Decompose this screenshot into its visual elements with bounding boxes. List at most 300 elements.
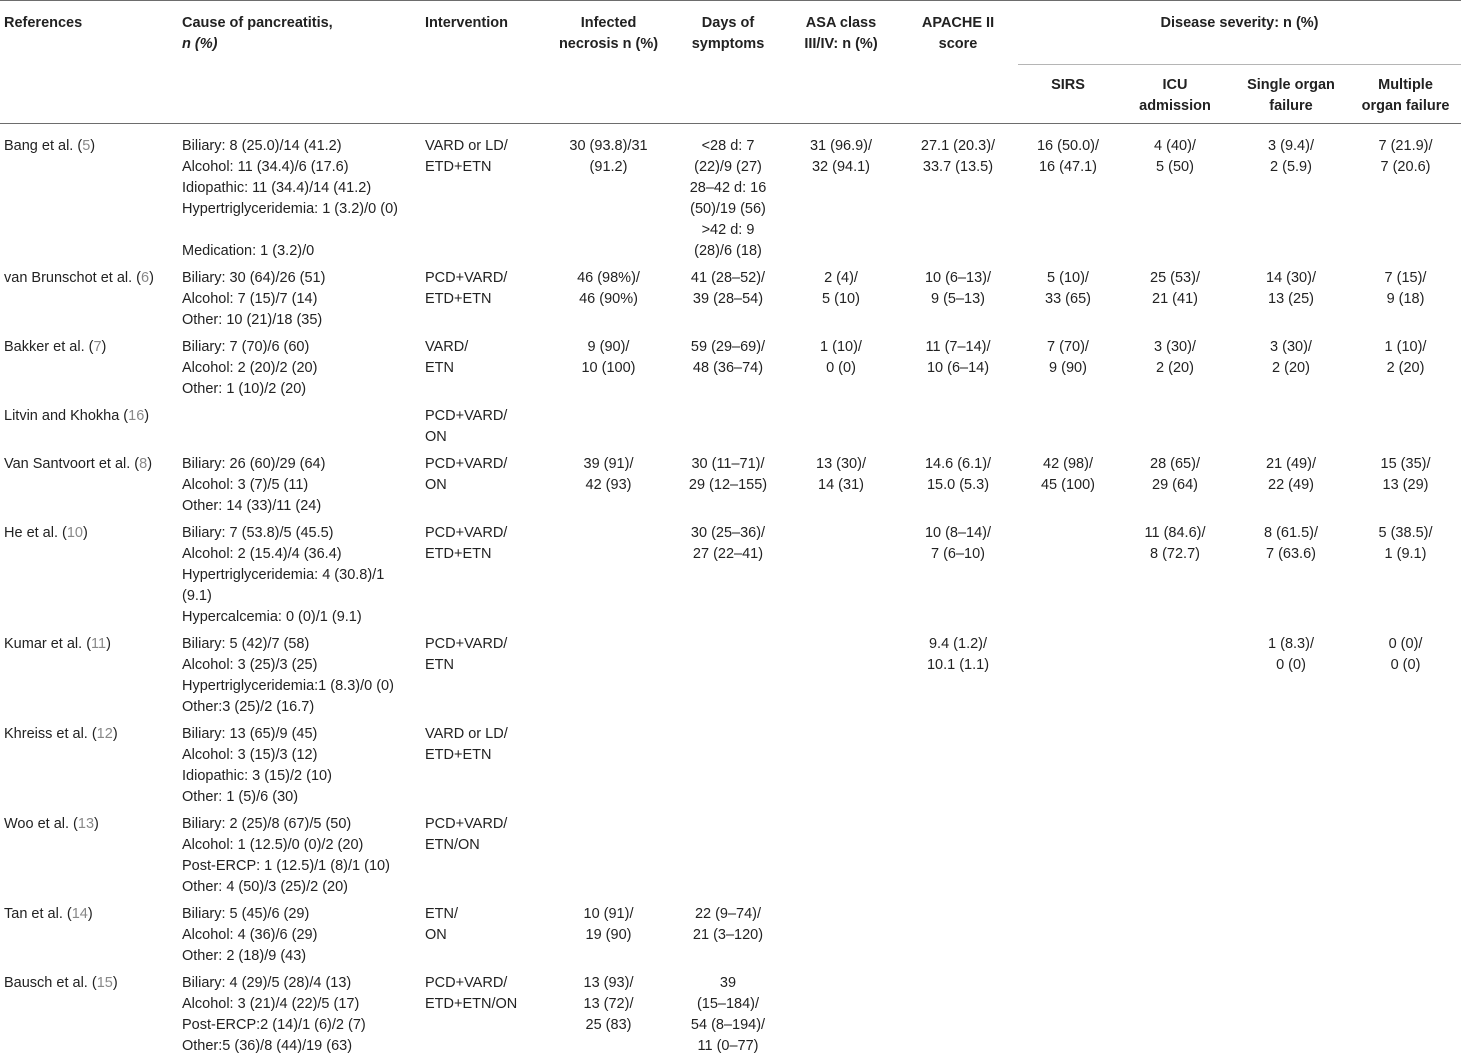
icu-admission-cell bbox=[1118, 454, 1232, 523]
cell-line: 14 (30)/ bbox=[1236, 268, 1346, 289]
cell-line: (50)/19 (56) bbox=[676, 199, 780, 220]
days-of-symptoms-cell bbox=[672, 904, 784, 973]
cell-line: 13 (25) bbox=[1236, 289, 1346, 310]
table-row bbox=[0, 814, 1461, 904]
intervention-cell bbox=[421, 124, 545, 269]
cell-line: 4 (40)/ bbox=[1122, 136, 1228, 157]
multiple-organ-failure-cell bbox=[1350, 904, 1461, 973]
cell-line: Biliary: 5 (42)/7 (58) bbox=[182, 634, 417, 655]
reference-name: Bausch et al. ( bbox=[4, 975, 97, 991]
cell-line: 21 (41) bbox=[1122, 289, 1228, 310]
infected-necrosis-cell bbox=[545, 814, 672, 904]
header-disease-severity: Disease severity: n (%) bbox=[1018, 1, 1461, 65]
cell-line: 41 (28–52)/ bbox=[676, 268, 780, 289]
cell-line: 7 (21.9)/ bbox=[1354, 136, 1457, 157]
single-organ-failure-cell bbox=[1232, 406, 1350, 454]
citation-number[interactable]: 10 bbox=[67, 525, 83, 541]
cell-line: 8 (61.5)/ bbox=[1236, 523, 1346, 544]
intervention-cell bbox=[421, 973, 545, 1063]
table-row bbox=[0, 406, 1461, 454]
icu-admission-cell bbox=[1118, 523, 1232, 634]
cell-line: 16 (50.0)/ bbox=[1022, 136, 1114, 157]
reference-name: Tan et al. ( bbox=[4, 906, 72, 922]
cell-line: ON bbox=[425, 475, 541, 496]
cell-line: ETD+ETN bbox=[425, 745, 541, 766]
reference-cell bbox=[0, 904, 178, 973]
reference-close: ) bbox=[90, 138, 95, 154]
cause-cell bbox=[178, 523, 421, 634]
sirs-cell bbox=[1018, 904, 1118, 973]
apache-score-cell bbox=[898, 124, 1018, 269]
cell-line: ETD+ETN bbox=[425, 289, 541, 310]
icu-admission-cell bbox=[1118, 124, 1232, 269]
single-organ-failure-cell bbox=[1232, 124, 1350, 269]
cell-line: 7 (15)/ bbox=[1354, 268, 1457, 289]
multiple-organ-failure-cell bbox=[1350, 634, 1461, 724]
icu-admission-cell bbox=[1118, 337, 1232, 406]
asa-class-cell bbox=[784, 814, 898, 904]
cell-line: Other: 14 (33)/11 (24) bbox=[182, 496, 417, 517]
apache-score-cell bbox=[898, 337, 1018, 406]
reference-close: ) bbox=[94, 816, 99, 832]
header-single-organ-failure: Single organ failure bbox=[1232, 64, 1350, 123]
cell-line: 11 (7–14)/ bbox=[902, 337, 1014, 358]
cell-line: ON bbox=[425, 427, 541, 448]
cell-line: PCD+VARD/ bbox=[425, 814, 541, 835]
cell-line: Other: 10 (21)/18 (35) bbox=[182, 310, 417, 331]
asa-class-cell bbox=[784, 724, 898, 814]
infected-necrosis-cell bbox=[545, 634, 672, 724]
table-body bbox=[0, 124, 1461, 1063]
cell-line: 59 (29–69)/ bbox=[676, 337, 780, 358]
table-row bbox=[0, 634, 1461, 724]
cell-line: 15.0 (5.3) bbox=[902, 475, 1014, 496]
cell-line: ETD+ETN/ON bbox=[425, 994, 541, 1015]
apache-score-cell bbox=[898, 814, 1018, 904]
cell-line: 33 (65) bbox=[1022, 289, 1114, 310]
reference-name: Khreiss et al. ( bbox=[4, 726, 97, 742]
apache-score-cell bbox=[898, 523, 1018, 634]
cell-line: PCD+VARD/ bbox=[425, 973, 541, 994]
table-row bbox=[0, 124, 1461, 269]
asa-class-cell bbox=[784, 337, 898, 406]
reference-cell bbox=[0, 268, 178, 337]
cell-line: 11 (0–77) bbox=[676, 1036, 780, 1057]
cell-line: Biliary: 26 (60)/29 (64) bbox=[182, 454, 417, 475]
table-row bbox=[0, 973, 1461, 1063]
cell-line: Other:5 (36)/8 (44)/19 (63) bbox=[182, 1036, 417, 1057]
cell-line: 31 (96.9)/ bbox=[788, 136, 894, 157]
cell-line: 10.1 (1.1) bbox=[902, 655, 1014, 676]
cell-line: Biliary: 7 (70)/6 (60) bbox=[182, 337, 417, 358]
intervention-cell bbox=[421, 454, 545, 523]
reference-cell bbox=[0, 634, 178, 724]
reference-cell bbox=[0, 124, 178, 269]
intervention-cell bbox=[421, 523, 545, 634]
sirs-cell bbox=[1018, 337, 1118, 406]
cell-line: PCD+VARD/ bbox=[425, 634, 541, 655]
single-organ-failure-cell bbox=[1232, 268, 1350, 337]
cell-line: 14.6 (6.1)/ bbox=[902, 454, 1014, 475]
cell-line: 46 (90%) bbox=[549, 289, 668, 310]
cell-line: 5 (10)/ bbox=[1022, 268, 1114, 289]
cell-line: 42 (93) bbox=[549, 475, 668, 496]
intervention-cell bbox=[421, 814, 545, 904]
sirs-cell bbox=[1018, 973, 1118, 1063]
reference-name: van Brunschot et al. ( bbox=[4, 270, 141, 286]
cell-line: 9 (18) bbox=[1354, 289, 1457, 310]
cell-line: Biliary: 7 (53.8)/5 (45.5) bbox=[182, 523, 417, 544]
apache-score-cell bbox=[898, 724, 1018, 814]
reference-name: He et al. ( bbox=[4, 525, 67, 541]
cell-line: Other: 1 (5)/6 (30) bbox=[182, 787, 417, 808]
cell-line: 2 (20) bbox=[1122, 358, 1228, 379]
cell-line: Idiopathic: 11 (34.4)/14 (41.2) bbox=[182, 178, 417, 199]
multiple-organ-failure-cell bbox=[1350, 337, 1461, 406]
cell-line: PCD+VARD/ bbox=[425, 268, 541, 289]
cell-line: 13 (30)/ bbox=[788, 454, 894, 475]
sirs-cell bbox=[1018, 454, 1118, 523]
icu-admission-cell bbox=[1118, 904, 1232, 973]
cell-line: 42 (98)/ bbox=[1022, 454, 1114, 475]
reference-cell bbox=[0, 337, 178, 406]
days-of-symptoms-cell bbox=[672, 406, 784, 454]
cell-line: 2 (4)/ bbox=[788, 268, 894, 289]
reference-close: ) bbox=[149, 270, 154, 286]
cell-line: Other:3 (25)/2 (16.7) bbox=[182, 697, 417, 718]
cell-line: Other: 2 (18)/9 (43) bbox=[182, 946, 417, 967]
cell-line: 39 (28–54) bbox=[676, 289, 780, 310]
apache-score-cell bbox=[898, 904, 1018, 973]
days-of-symptoms-cell bbox=[672, 523, 784, 634]
cell-line: Alcohol: 11 (34.4)/6 (17.6) bbox=[182, 157, 417, 178]
reference-cell bbox=[0, 406, 178, 454]
table-row bbox=[0, 523, 1461, 634]
cell-line: Medication: 1 (3.2)/0 bbox=[182, 241, 417, 262]
cell-line: Biliary: 13 (65)/9 (45) bbox=[182, 724, 417, 745]
cause-cell bbox=[178, 724, 421, 814]
cell-line: Alcohol: 2 (15.4)/4 (36.4) bbox=[182, 544, 417, 565]
cell-line: VARD/ bbox=[425, 337, 541, 358]
cell-line: 0 (0) bbox=[1354, 655, 1457, 676]
cell-line: 27 (22–41) bbox=[676, 544, 780, 565]
apache-score-cell bbox=[898, 268, 1018, 337]
asa-class-cell bbox=[784, 904, 898, 973]
cell-line: Alcohol: 3 (21)/4 (22)/5 (17) bbox=[182, 994, 417, 1015]
cell-line: Alcohol: 4 (36)/6 (29) bbox=[182, 925, 417, 946]
header-sirs: SIRS bbox=[1018, 64, 1118, 123]
header-apache-score: APACHE II score bbox=[898, 1, 1018, 124]
cell-line: 14 (31) bbox=[788, 475, 894, 496]
header-icu-admission: ICU admission bbox=[1118, 64, 1232, 123]
cell-line: 46 (98%)/ bbox=[549, 268, 668, 289]
citation-number[interactable]: 14 bbox=[72, 906, 88, 922]
cell-line: Biliary: 30 (64)/26 (51) bbox=[182, 268, 417, 289]
reference-close: ) bbox=[144, 408, 149, 424]
cause-cell bbox=[178, 268, 421, 337]
cell-line: 10 (6–14) bbox=[902, 358, 1014, 379]
cell-line: 32 (94.1) bbox=[788, 157, 894, 178]
citation-number[interactable]: 15 bbox=[97, 975, 113, 991]
asa-class-cell bbox=[784, 973, 898, 1063]
cell-line: 29 (64) bbox=[1122, 475, 1228, 496]
reference-close: ) bbox=[147, 456, 152, 472]
cell-line: Alcohol: 3 (25)/3 (25) bbox=[182, 655, 417, 676]
citation-number[interactable]: 8 bbox=[139, 456, 147, 472]
citation-number[interactable]: 12 bbox=[97, 726, 113, 742]
cell-line: >42 d: 9 bbox=[676, 220, 780, 241]
cell-line: 25 (53)/ bbox=[1122, 268, 1228, 289]
cell-line: 7 (6–10) bbox=[902, 544, 1014, 565]
cell-line: 5 (38.5)/ bbox=[1354, 523, 1457, 544]
table-row bbox=[0, 337, 1461, 406]
header-asa-class: ASA class III/IV: n (%) bbox=[784, 1, 898, 124]
asa-class-cell bbox=[784, 523, 898, 634]
cell-line: (9.1) bbox=[182, 586, 417, 607]
reference-cell bbox=[0, 973, 178, 1063]
reference-cell bbox=[0, 724, 178, 814]
cell-line: 29 (12–155) bbox=[676, 475, 780, 496]
cell-line: 13 (93)/ bbox=[549, 973, 668, 994]
cell-line: 2 (5.9) bbox=[1236, 157, 1346, 178]
intervention-cell bbox=[421, 634, 545, 724]
icu-admission-cell bbox=[1118, 406, 1232, 454]
cell-line: Other: 4 (50)/3 (25)/2 (20) bbox=[182, 877, 417, 898]
asa-class-cell bbox=[784, 634, 898, 724]
header-intervention: Intervention bbox=[421, 1, 545, 124]
table-row bbox=[0, 904, 1461, 973]
reference-close: ) bbox=[113, 726, 118, 742]
cell-line: 28–42 d: 16 bbox=[676, 178, 780, 199]
multiple-organ-failure-cell bbox=[1350, 523, 1461, 634]
icu-admission-cell bbox=[1118, 724, 1232, 814]
icu-admission-cell bbox=[1118, 814, 1232, 904]
cell-line: 9 (90) bbox=[1022, 358, 1114, 379]
cell-line: Post-ERCP:2 (14)/1 (6)/2 (7) bbox=[182, 1015, 417, 1036]
cell-line: 1 (8.3)/ bbox=[1236, 634, 1346, 655]
days-of-symptoms-cell bbox=[672, 634, 784, 724]
apache-score-cell bbox=[898, 634, 1018, 724]
cell-line: 7 (20.6) bbox=[1354, 157, 1457, 178]
cell-line: 16 (47.1) bbox=[1022, 157, 1114, 178]
asa-class-cell bbox=[784, 124, 898, 269]
cell-line: 11 (84.6)/ bbox=[1122, 523, 1228, 544]
days-of-symptoms-cell bbox=[672, 124, 784, 269]
cause-cell bbox=[178, 406, 421, 454]
infected-necrosis-cell bbox=[545, 454, 672, 523]
citation-number[interactable]: 7 bbox=[93, 339, 101, 355]
cell-line: 7 (63.6) bbox=[1236, 544, 1346, 565]
infected-necrosis-cell bbox=[545, 973, 672, 1063]
citation-number[interactable]: 5 bbox=[82, 138, 90, 154]
cell-line: ON bbox=[425, 925, 541, 946]
cell-line: 10 (91)/ bbox=[549, 904, 668, 925]
reference-close: ) bbox=[106, 636, 111, 652]
cell-line: Alcohol: 3 (15)/3 (12) bbox=[182, 745, 417, 766]
cell-line: 8 (72.7) bbox=[1122, 544, 1228, 565]
citation-number[interactable]: 13 bbox=[78, 816, 94, 832]
cell-line: Hypertriglyceridemia: 4 (30.8)/1 bbox=[182, 565, 417, 586]
cell-line: 13 (72)/ bbox=[549, 994, 668, 1015]
days-of-symptoms-cell bbox=[672, 268, 784, 337]
cell-line: VARD or LD/ bbox=[425, 724, 541, 745]
infected-necrosis-cell bbox=[545, 337, 672, 406]
cell-line: <28 d: 7 bbox=[676, 136, 780, 157]
cell-line: 1 (10)/ bbox=[1354, 337, 1457, 358]
cell-line: 0 (0) bbox=[1236, 655, 1346, 676]
cell-line: Biliary: 4 (29)/5 (28)/4 (13) bbox=[182, 973, 417, 994]
citation-number[interactable]: 11 bbox=[91, 636, 106, 652]
apache-score-cell bbox=[898, 973, 1018, 1063]
cause-cell bbox=[178, 634, 421, 724]
cell-line: (91.2) bbox=[549, 157, 668, 178]
header-days-of-symptoms: Days of symptoms bbox=[672, 1, 784, 124]
intervention-cell bbox=[421, 904, 545, 973]
reference-name: Van Santvoort et al. ( bbox=[4, 456, 139, 472]
apache-score-cell bbox=[898, 406, 1018, 454]
icu-admission-cell bbox=[1118, 634, 1232, 724]
cell-line: 5 (10) bbox=[788, 289, 894, 310]
cell-line: PCD+VARD/ bbox=[425, 454, 541, 475]
multiple-organ-failure-cell bbox=[1350, 268, 1461, 337]
days-of-symptoms-cell bbox=[672, 814, 784, 904]
cause-cell bbox=[178, 814, 421, 904]
cell-line: Biliary: 8 (25.0)/14 (41.2) bbox=[182, 136, 417, 157]
cell-line: Other: 1 (10)/2 (20) bbox=[182, 379, 417, 400]
reference-name: Bang et al. ( bbox=[4, 138, 82, 154]
header-multiple-organ-failure: Multiple organ failure bbox=[1350, 64, 1461, 123]
intervention-cell bbox=[421, 268, 545, 337]
sirs-cell bbox=[1018, 634, 1118, 724]
cell-line: Alcohol: 2 (20)/2 (20) bbox=[182, 358, 417, 379]
cause-cell bbox=[178, 124, 421, 269]
cell-line: 10 (100) bbox=[549, 358, 668, 379]
cell-line: 54 (8–194)/ bbox=[676, 1015, 780, 1036]
cell-line: 30 (25–36)/ bbox=[676, 523, 780, 544]
cell-line: ETN bbox=[425, 358, 541, 379]
table-row bbox=[0, 268, 1461, 337]
single-organ-failure-cell bbox=[1232, 454, 1350, 523]
cell-line: 39 bbox=[676, 973, 780, 994]
cell-line: 48 (36–74) bbox=[676, 358, 780, 379]
multiple-organ-failure-cell bbox=[1350, 124, 1461, 269]
cell-line: Alcohol: 7 (15)/7 (14) bbox=[182, 289, 417, 310]
cell-line: 25 (83) bbox=[549, 1015, 668, 1036]
cell-line: 10 (8–14)/ bbox=[902, 523, 1014, 544]
days-of-symptoms-cell bbox=[672, 973, 784, 1063]
multiple-organ-failure-cell bbox=[1350, 724, 1461, 814]
infected-necrosis-cell bbox=[545, 268, 672, 337]
cell-line: 9.4 (1.2)/ bbox=[902, 634, 1014, 655]
cell-line: 2 (20) bbox=[1354, 358, 1457, 379]
cell-line: 7 (70)/ bbox=[1022, 337, 1114, 358]
header-infected-necrosis: Infected necrosis n (%) bbox=[545, 1, 672, 124]
cell-line: 21 (3–120) bbox=[676, 925, 780, 946]
cell-line: (28)/6 (18) bbox=[676, 241, 780, 262]
cell-line: 0 (0)/ bbox=[1354, 634, 1457, 655]
cell-line: ETN bbox=[425, 655, 541, 676]
cell-line: 21 (49)/ bbox=[1236, 454, 1346, 475]
cell-line: 5 (50) bbox=[1122, 157, 1228, 178]
cell-line: (15–184)/ bbox=[676, 994, 780, 1015]
reference-close: ) bbox=[88, 906, 93, 922]
cell-line: ETD+ETN bbox=[425, 157, 541, 178]
cell-line: 0 (0) bbox=[788, 358, 894, 379]
cell-line: Alcohol: 3 (7)/5 (11) bbox=[182, 475, 417, 496]
cell-line: 30 (93.8)/31 bbox=[549, 136, 668, 157]
reference-name: Woo et al. ( bbox=[4, 816, 78, 832]
infected-necrosis-cell bbox=[545, 523, 672, 634]
reference-close: ) bbox=[113, 975, 118, 991]
cell-line bbox=[182, 220, 417, 241]
cell-line: 15 (35)/ bbox=[1354, 454, 1457, 475]
cell-line: PCD+VARD/ bbox=[425, 523, 541, 544]
cell-line: 9 (90)/ bbox=[549, 337, 668, 358]
cell-line: PCD+VARD/ bbox=[425, 406, 541, 427]
reference-close: ) bbox=[83, 525, 88, 541]
days-of-symptoms-cell bbox=[672, 454, 784, 523]
table-row bbox=[0, 724, 1461, 814]
cell-line: Hypertriglyceridemia: 1 (3.2)/0 (0) bbox=[182, 199, 417, 220]
cell-line: ETN/ bbox=[425, 904, 541, 925]
sirs-cell bbox=[1018, 724, 1118, 814]
cell-line: Hypercalcemia: 0 (0)/1 (9.1) bbox=[182, 607, 417, 628]
single-organ-failure-cell bbox=[1232, 634, 1350, 724]
multiple-organ-failure-cell bbox=[1350, 814, 1461, 904]
table-row bbox=[0, 454, 1461, 523]
intervention-cell bbox=[421, 337, 545, 406]
reference-name: Litvin and Khokha ( bbox=[4, 408, 128, 424]
cell-line: Post-ERCP: 1 (12.5)/1 (8)/1 (10) bbox=[182, 856, 417, 877]
cell-line: Idiopathic: 3 (15)/2 (10) bbox=[182, 766, 417, 787]
cell-line: 30 (11–71)/ bbox=[676, 454, 780, 475]
reference-cell bbox=[0, 814, 178, 904]
cell-line: 10 (6–13)/ bbox=[902, 268, 1014, 289]
header-references: References bbox=[0, 1, 178, 124]
cell-line: 1 (9.1) bbox=[1354, 544, 1457, 565]
cell-line: 33.7 (13.5) bbox=[902, 157, 1014, 178]
cell-line: ETN/ON bbox=[425, 835, 541, 856]
icu-admission-cell bbox=[1118, 973, 1232, 1063]
days-of-symptoms-cell bbox=[672, 724, 784, 814]
citation-number[interactable]: 6 bbox=[141, 270, 149, 286]
cause-cell bbox=[178, 337, 421, 406]
cell-line: 19 (90) bbox=[549, 925, 668, 946]
cell-line: 27.1 (20.3)/ bbox=[902, 136, 1014, 157]
days-of-symptoms-cell bbox=[672, 337, 784, 406]
cell-line: 1 (10)/ bbox=[788, 337, 894, 358]
cell-line: 28 (65)/ bbox=[1122, 454, 1228, 475]
cell-line: 3 (30)/ bbox=[1122, 337, 1228, 358]
cell-line: ETD+ETN bbox=[425, 544, 541, 565]
reference-close: ) bbox=[102, 339, 107, 355]
cell-line: Biliary: 2 (25)/8 (67)/5 (50) bbox=[182, 814, 417, 835]
single-organ-failure-cell bbox=[1232, 973, 1350, 1063]
intervention-cell bbox=[421, 406, 545, 454]
asa-class-cell bbox=[784, 406, 898, 454]
single-organ-failure-cell bbox=[1232, 904, 1350, 973]
reference-name: Kumar et al. ( bbox=[4, 636, 91, 652]
sirs-cell bbox=[1018, 124, 1118, 269]
reference-cell bbox=[0, 454, 178, 523]
cell-line: 45 (100) bbox=[1022, 475, 1114, 496]
infected-necrosis-cell bbox=[545, 724, 672, 814]
citation-number[interactable]: 16 bbox=[128, 408, 144, 424]
cause-cell bbox=[178, 454, 421, 523]
cell-line: Hypertriglyceridemia:1 (8.3)/0 (0) bbox=[182, 676, 417, 697]
header-cause: Cause of pancreatitis, n (%) bbox=[178, 1, 421, 124]
cell-line: Alcohol: 1 (12.5)/0 (0)/2 (20) bbox=[182, 835, 417, 856]
